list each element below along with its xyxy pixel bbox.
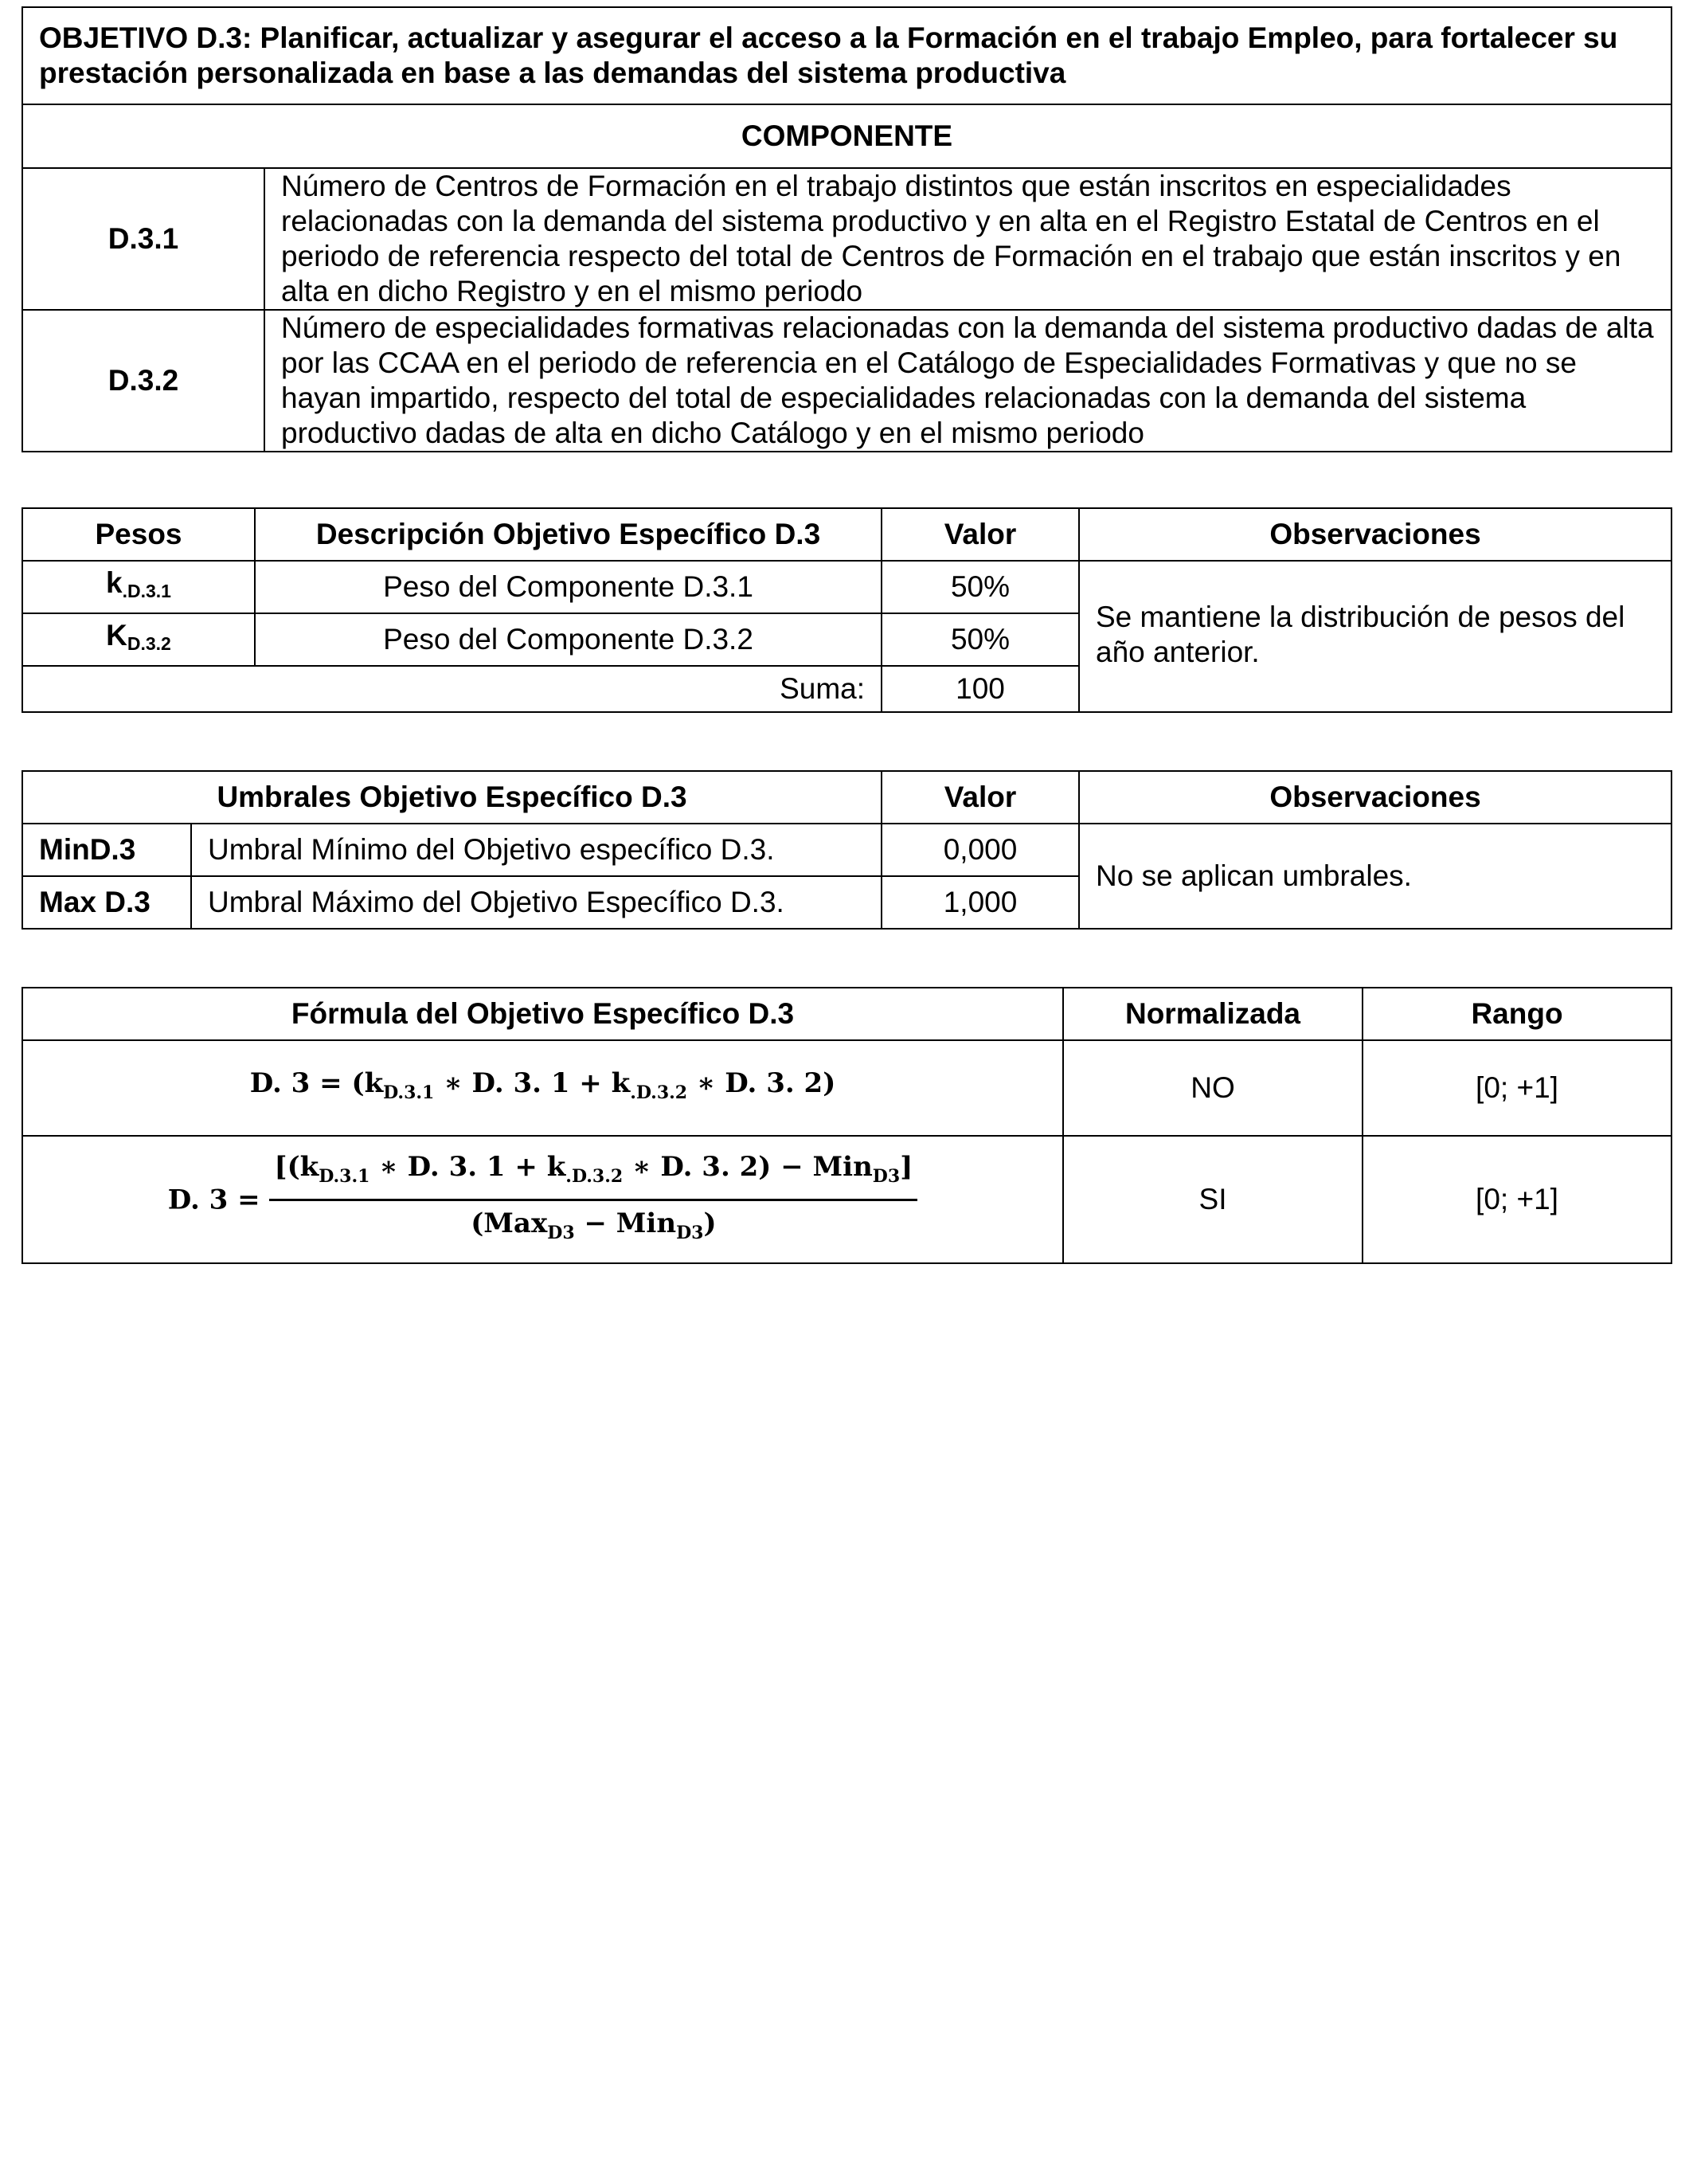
formula-fraction bbox=[269, 1149, 917, 1251]
component-code: D.3.1 bbox=[22, 168, 264, 310]
threshold-description: Umbral Mínimo del Objetivo específico D.3. bbox=[191, 824, 882, 876]
weights-header-description: Descripción Objetivo Específico D.3 bbox=[255, 508, 882, 561]
weight-symbol: $k_{.D.3.1}$ bbox=[22, 561, 255, 613]
component-description: Número de Centros de Formación en el trabajo distintos que están inscritos en especialidades relacionadas con la demanda del sistema productivo y en alta en el Registro Estatal de Centros en el periodo de referencia respecto del total de Centros de Formación en el trabajo que están inscritos y en alta en dicho Registro y en el mismo periodo bbox=[264, 168, 1671, 310]
weights-sum-value: 100 bbox=[882, 666, 1079, 712]
weights-header-observations: Observaciones bbox=[1079, 508, 1671, 561]
formula-denominator: (Max$_{D3}$ − Min$_{D3}$) bbox=[471, 1207, 717, 1243]
formula-table bbox=[22, 987, 1672, 1264]
formula-normalized: D. 3 = $\frac{[(k_{D.3.1} ∗ D. 3. 1 + k_{.D.3.2} ∗ D. 3. 2) - Min_{D3}]}{(Max_{D3} - Min_{D3})}$ bbox=[22, 1136, 1063, 1263]
weight-value: 50% bbox=[882, 613, 1079, 666]
formula-range: [0; +1] bbox=[1363, 1136, 1671, 1263]
threshold-value: 1,000 bbox=[882, 876, 1079, 929]
formula-header-range: Rango bbox=[1363, 988, 1671, 1040]
thresholds-header-observations: Observaciones bbox=[1079, 771, 1671, 824]
thresholds-observation: No se aplican umbrales. bbox=[1079, 824, 1671, 929]
objective-title: OBJETIVO D.3: Planificar, actualizar y asegurar el acceso a la Formación en el trabajo Empleo, para fortalecer su prestación personalizada en base a las demandas del sistema productiva bbox=[22, 7, 1671, 104]
weights-header-pesos: Pesos bbox=[22, 508, 255, 561]
component-header: COMPONENTE bbox=[22, 104, 1671, 168]
formula-header-normalized: Normalizada bbox=[1063, 988, 1363, 1040]
component-code: D.3.2 bbox=[22, 310, 264, 452]
weight-value: 50% bbox=[882, 561, 1079, 613]
threshold-value: 0,000 bbox=[882, 824, 1079, 876]
threshold-description: Umbral Máximo del Objetivo Específico D.3. bbox=[191, 876, 882, 929]
threshold-code: Max D.3 bbox=[22, 876, 191, 929]
weights-sum-label: Suma: bbox=[22, 666, 882, 712]
formula-header-title: Fórmula del Objetivo Específico D.3 bbox=[22, 988, 1063, 1040]
formula-normalized-flag: SI bbox=[1063, 1136, 1363, 1263]
formula-unnormalized: D. $3 = (k_{D.3.1}$ ∗ D. 3. $1 + k_{.D.3.2}$ ∗ D. 3. 2) bbox=[22, 1040, 1063, 1136]
weights-header-value: Valor bbox=[882, 508, 1079, 561]
formula-range: [0; +1] bbox=[1363, 1040, 1671, 1136]
formula-numerator: [($k_{D.3.1}$ ∗ D. 3. $1 + k_{.D.3.2}$ ∗ D. 3. 2) − Min$_{D3}$] bbox=[269, 1149, 917, 1201]
weight-symbol: $K_{D.3.2}$ bbox=[22, 613, 255, 666]
weights-observation: Se mantiene la distribución de pesos del año anterior. bbox=[1079, 561, 1671, 712]
formula-normalized-flag: NO bbox=[1063, 1040, 1363, 1136]
component-description: Número de especialidades formativas relacionadas con la demanda del sistema productivo dadas de alta por las CCAA en el periodo de referencia en el Catálogo de Especialidades Formativas y que no se hayan impartido, respecto del total de especialidades relacionadas con la demanda del sistema productivo dadas de alta en dicho Catálogo y en el mismo periodo bbox=[264, 310, 1671, 452]
weight-description: Peso del Componente D.3.2 bbox=[255, 613, 882, 666]
thresholds-header-value: Valor bbox=[882, 771, 1079, 824]
objective-table bbox=[22, 6, 1672, 452]
thresholds-header-title: Umbrales Objetivo Específico D.3 bbox=[22, 771, 882, 824]
weights-table bbox=[22, 507, 1672, 713]
threshold-code: MinD.3 bbox=[22, 824, 191, 876]
weight-description: Peso del Componente D.3.1 bbox=[255, 561, 882, 613]
thresholds-table bbox=[22, 770, 1672, 930]
